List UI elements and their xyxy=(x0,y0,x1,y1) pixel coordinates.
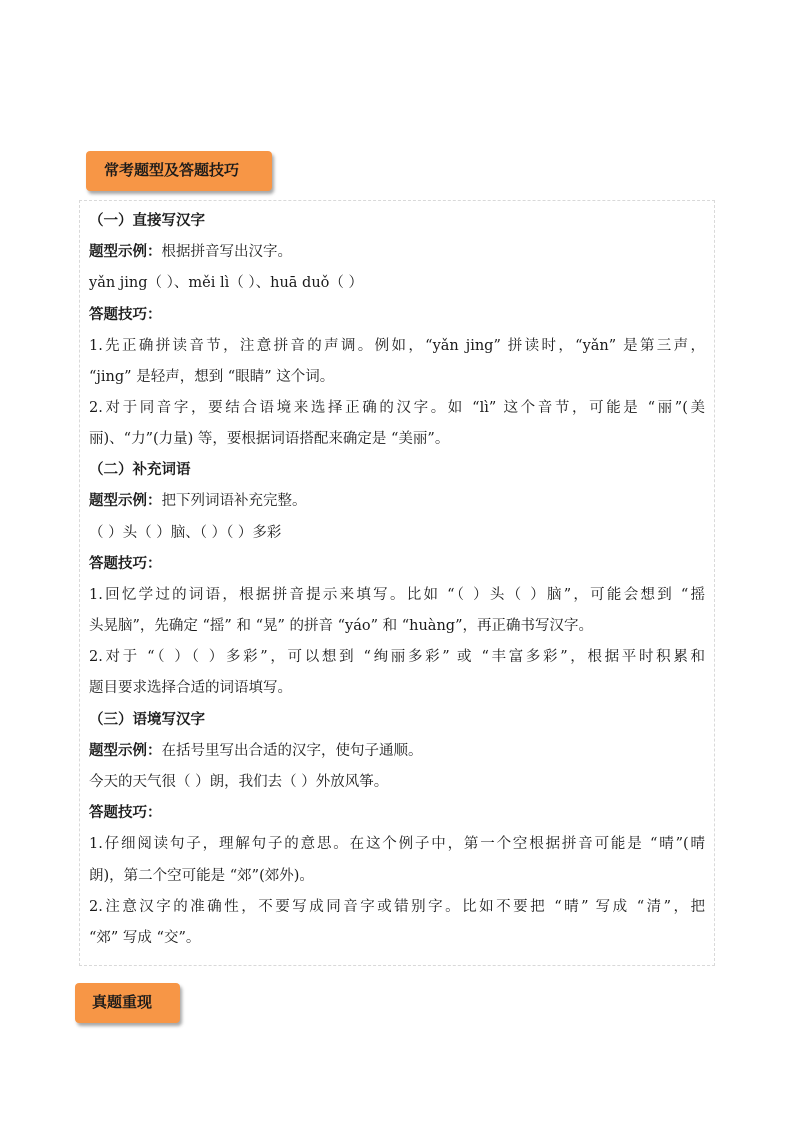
part1-example-label: 题型示例： xyxy=(89,243,162,260)
part2-tip2-line1: 2.对于 “（ ）（ ）多彩”，可以想到 “绚丽多彩” 或 “丰富多彩”，根据平时积累和 xyxy=(89,649,705,665)
part3-tips-label: 答题技巧： xyxy=(89,804,162,821)
part3-tip2-line1: 2.注意汉字的准确性，不要写成同音字或错别字。比如不要把 “晴” 写成 “清”，把 xyxy=(89,899,705,915)
part3-heading: （三）语境写汉字 xyxy=(89,711,205,728)
part3-example-label: 题型示例： xyxy=(89,742,162,759)
part2-heading: （二）补充词语 xyxy=(89,461,191,478)
part2-question-line: （ ）头（ ）脑、（ ）（ ）多彩 xyxy=(89,525,282,541)
part3-question-line: 今天的天气很（ ）朗，我们去（ ）外放风筝。 xyxy=(89,774,389,790)
part1-heading: （一）直接写汉字 xyxy=(89,212,205,229)
part3-tip1-line2: 朗)，第二个空可能是 “郊”(郊外)。 xyxy=(89,868,314,884)
part3-tip2-line2: “郊” 写成 “交”。 xyxy=(89,930,201,946)
part2-example xyxy=(89,491,307,511)
part3-example-text: 在括号里写出合适的汉字，使句子通顺。 xyxy=(161,743,423,759)
part2-example-label: 题型示例： xyxy=(89,492,162,509)
part2-tips-label: 答题技巧： xyxy=(89,555,162,572)
part3-tip1-line1: 1.仔细阅读句子，理解句子的意思。在这个例子中，第一个空根据拼音可能是 “晴”(晴 xyxy=(89,836,705,852)
part2-tip1-line2: 头晃脑”，先确定 “摇” 和 “晃” 的拼音 “yáo” 和 “huàng”，再正确书写汉字。 xyxy=(89,618,593,634)
part1-tip1-line1: 1.先正确拼读音节，注意拼音的声调。例如，“yǎn jing” 拼读时，“yǎn” 是第三声， xyxy=(89,338,705,354)
part1-tips-label: 答题技巧： xyxy=(89,306,162,323)
part2-tip1-line1: 1.回忆学过的词语，根据拼音提示来填写。比如 “（ ）头（ ）脑”，可能会想到 “摇 xyxy=(89,587,705,603)
part1-pinyin-line: yǎn jing（ ）、měi lì（ ）、huā duǒ（ ） xyxy=(89,275,363,291)
part1-tip1-line2: “jing” 是轻声，想到 “眼睛” 这个词。 xyxy=(89,369,335,385)
part2-tip2-line2: 题目要求选择合适的词语填写。 xyxy=(89,680,292,696)
section-tag-common-question-types: 常考题型及答题技巧 xyxy=(86,151,272,191)
part2-example-text: 把下列词语补充完整。 xyxy=(161,493,307,509)
part1-tip2-line2: 丽)、“力”(力量) 等，要根据词语搭配来确定是 “美丽”。 xyxy=(89,431,450,447)
part1-example xyxy=(89,242,292,262)
part1-tip2-line1: 2.对于同音字，要结合语境来选择正确的汉字。如 “lì” 这个音节，可能是 “丽”(美 xyxy=(89,400,705,416)
section-tag-real-exam-questions: 真题重现 xyxy=(75,983,180,1023)
part1-example-text: 根据拼音写出汉字。 xyxy=(161,244,292,260)
part3-example xyxy=(89,741,423,761)
